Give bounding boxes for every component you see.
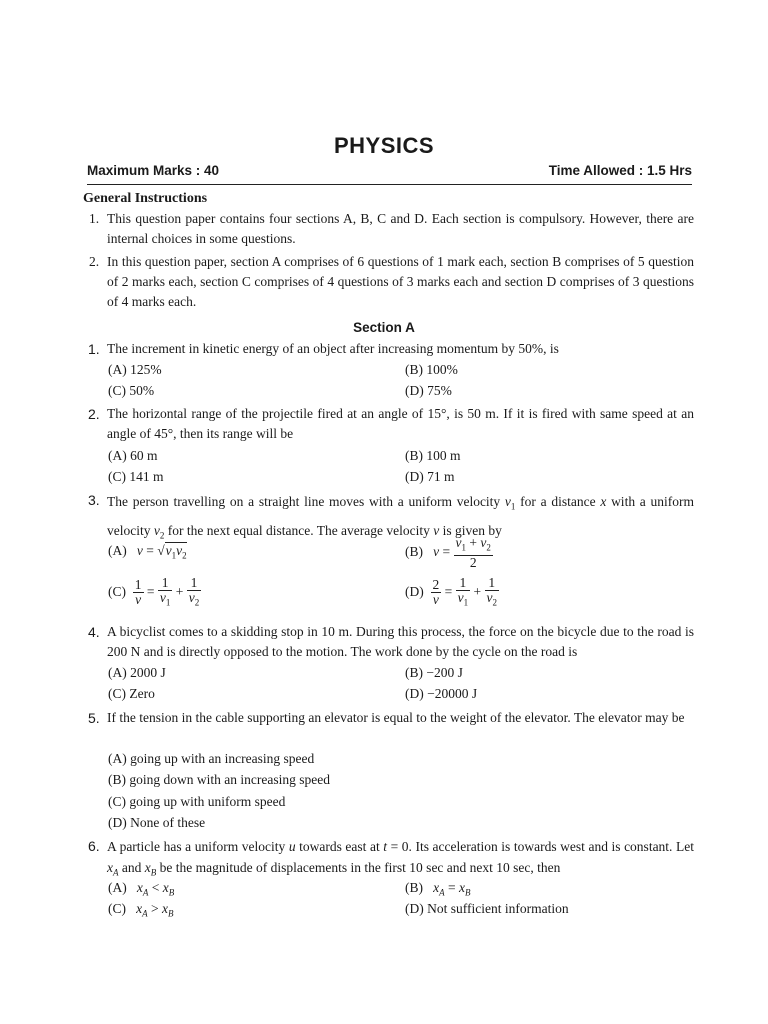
option: (A) $x_A < x_B$ (108, 880, 175, 898)
option: (C) $x_A > x_B$ (108, 901, 174, 919)
question-text: A bicyclist comes to a skidding stop in 10 m. During this process, the force on the bicycle due to the road is 200 N and is directly opposed to the motion. The work done by the cycle on the road is (107, 624, 694, 659)
option: (D) Not sufficient information (405, 901, 569, 916)
option: (D) 75% (405, 383, 452, 398)
option: (B) $x_A = x_B$ (405, 880, 471, 898)
option: (A) going up with an increasing speed (108, 751, 315, 766)
question-number: 4. (88, 624, 100, 640)
option: (B) −200 J (405, 665, 463, 680)
instruction-item (89, 252, 694, 312)
question (88, 836, 694, 884)
question-text: The increment in kinetic energy of an object after increasing momentum by 50%, is (107, 341, 559, 356)
question (88, 622, 694, 662)
option: (B) v = $\frac{v_1 + v_2}{2}$ (405, 535, 491, 570)
question (88, 339, 694, 359)
question-number: 3. (88, 492, 100, 508)
option: (A) 2000 J (108, 665, 166, 680)
option: (D) −20000 J (405, 686, 478, 701)
option: (C) 141 m (108, 469, 164, 484)
option: (B) going down with an increasing speed (108, 772, 330, 787)
option: (D) $\frac{2}{v}$ = $\frac{1}{v_1}$ + $\frac{1}{v_2}$ (405, 575, 497, 608)
question-number: 1. (88, 341, 100, 357)
marks-row (87, 163, 692, 181)
option: (B) 100 m (405, 448, 461, 463)
time-allowed: Time Allowed : 1.5 Hrs (548, 163, 692, 178)
option: (D) 71 m (405, 469, 455, 484)
max-marks: Maximum Marks : 40 (87, 163, 220, 178)
question-text: A particle has a uniform velocity u towards east at t = 0. Its acceleration is towards west and is constant. Let $x_A$ and $x_B$ be the magnitude of displacements in the first 10 sec and next 10 sec, then (107, 839, 694, 878)
instruction-number: 1. (89, 211, 100, 226)
question (88, 490, 694, 547)
instructions-heading: General Instructions (83, 191, 208, 206)
instruction-text: This question paper contains four sections A, B, C and D. Each section is compulsory. However, there are internal choices in some questions. (107, 211, 694, 246)
question-text: The person travelling on a straight line moves with a uniform velocity $v_1$ for a distance x with a uniform velocity $v_2$ for the next equal distance. The average velocity v is given by (107, 494, 695, 541)
question-text: The horizontal range of the projectile fired at an angle of 15°, is 50 m. If it is fired with same speed at an angle of 45°, then its range will be (107, 406, 694, 441)
option: (C) 50% (108, 383, 155, 398)
option: (A) 125% (108, 362, 162, 377)
option: (C) $\frac{1}{v}$ = $\frac{1}{v_1}$ + $\frac{1}{v_2}$ (108, 575, 200, 608)
question (88, 404, 694, 444)
instruction-text: In this question paper, section A comprises of 6 questions of 1 mark each, section B comprises of 5 question of 2 marks each, section C comprises of 4 questions of 3 marks each and section D comprises of 3 questions of 4 marks each. (107, 254, 694, 309)
question-text: If the tension in the cable supporting an elevator is equal to the weight of the elevator. The elevator may be (107, 710, 685, 725)
option: (B) 100% (405, 362, 458, 377)
question-number: 2. (88, 406, 100, 422)
option: (A) $v = √v_1v_2$ (108, 543, 187, 561)
section-heading: Section A (353, 320, 415, 335)
option: (C) Zero (108, 686, 155, 701)
option: (D) None of these (108, 815, 206, 830)
instruction-item (89, 209, 694, 249)
option: (C) going up with uniform speed (108, 794, 286, 809)
question-number: 5. (88, 710, 100, 726)
instruction-number: 2. (89, 254, 100, 269)
question (88, 708, 694, 728)
page-title: PHYSICS (333, 133, 435, 158)
option: (A) 60 m (108, 448, 158, 463)
question-number: 6. (88, 838, 100, 854)
header-divider (87, 184, 692, 185)
